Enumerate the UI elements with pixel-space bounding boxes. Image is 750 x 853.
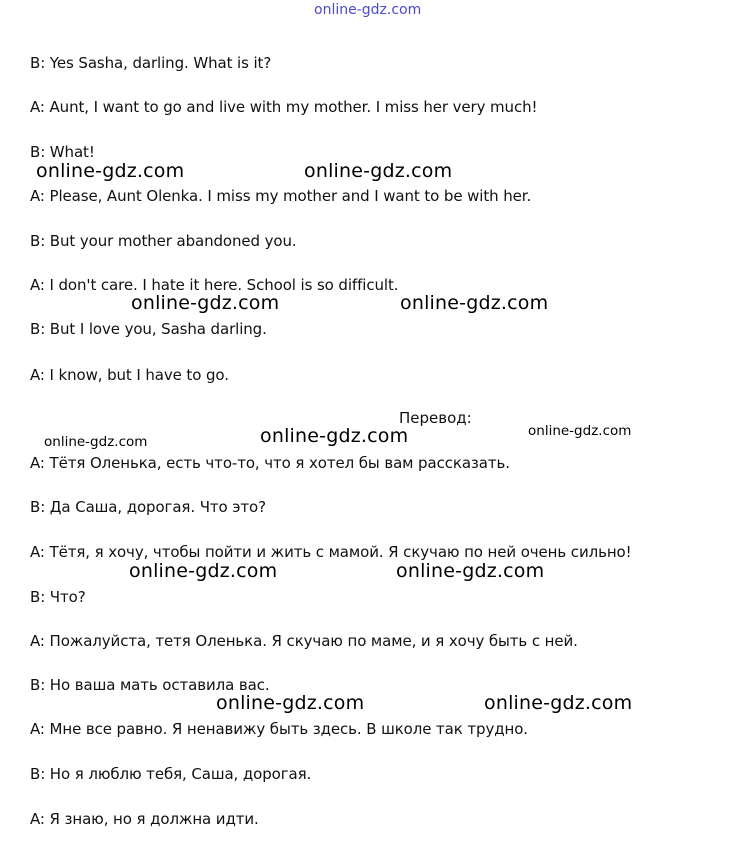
russian-line-6: B: Но ваша мать оставила вас. [30, 676, 270, 694]
english-line-3: B: What! [30, 143, 95, 161]
russian-line-3: A: Тётя, я хочу, чтобы пойти и жить с мамой. Я скучаю по ней очень сильно! [30, 543, 632, 561]
russian-line-1: A: Тётя Оленька, есть что-то, что я хотел бы вам рассказать. [30, 454, 510, 472]
english-line-6: A: I don't care. I hate it here. School is so difficult. [30, 276, 399, 294]
watermark: online-gdz.com [131, 292, 280, 314]
english-line-8: A: I know, but I have to go. [30, 366, 229, 384]
watermark: online-gdz.com [484, 692, 633, 714]
english-line-7: B: But I love you, Sasha darling. [30, 320, 267, 338]
translation-heading: Перевод: [399, 409, 472, 427]
watermark: online-gdz.com [400, 292, 549, 314]
english-line-1: B: Yes Sasha, darling. What is it? [30, 54, 272, 72]
watermark: online-gdz.com [129, 560, 278, 582]
watermark: online-gdz.com [36, 160, 185, 182]
watermark: online-gdz.com [304, 160, 453, 182]
russian-line-4: B: Что? [30, 588, 86, 606]
watermark: online-gdz.com [528, 423, 632, 439]
russian-line-7: A: Мне все равно. Я ненавижу быть здесь. В школе так трудно. [30, 720, 528, 738]
english-line-5: B: But your mother abandoned you. [30, 232, 297, 250]
russian-line-2: B: Да Саша, дорогая. Что это? [30, 498, 266, 516]
watermark: online-gdz.com [396, 560, 545, 582]
header-watermark: online-gdz.com [314, 2, 422, 18]
english-line-2: A: Aunt, I want to go and live with my mother. I miss her very much! [30, 98, 538, 116]
watermark: online-gdz.com [260, 425, 409, 447]
watermark: online-gdz.com [216, 692, 365, 714]
watermark: online-gdz.com [44, 434, 148, 450]
english-line-4: A: Please, Aunt Olenka. I miss my mother and I want to be with her. [30, 187, 532, 205]
russian-line-5: A: Пожалуйста, тетя Оленька. Я скучаю по маме, и я хочу быть с ней. [30, 632, 578, 650]
russian-line-9: A: Я знаю, но я должна идти. [30, 810, 259, 828]
russian-line-8: B: Но я люблю тебя, Саша, дорогая. [30, 765, 312, 783]
